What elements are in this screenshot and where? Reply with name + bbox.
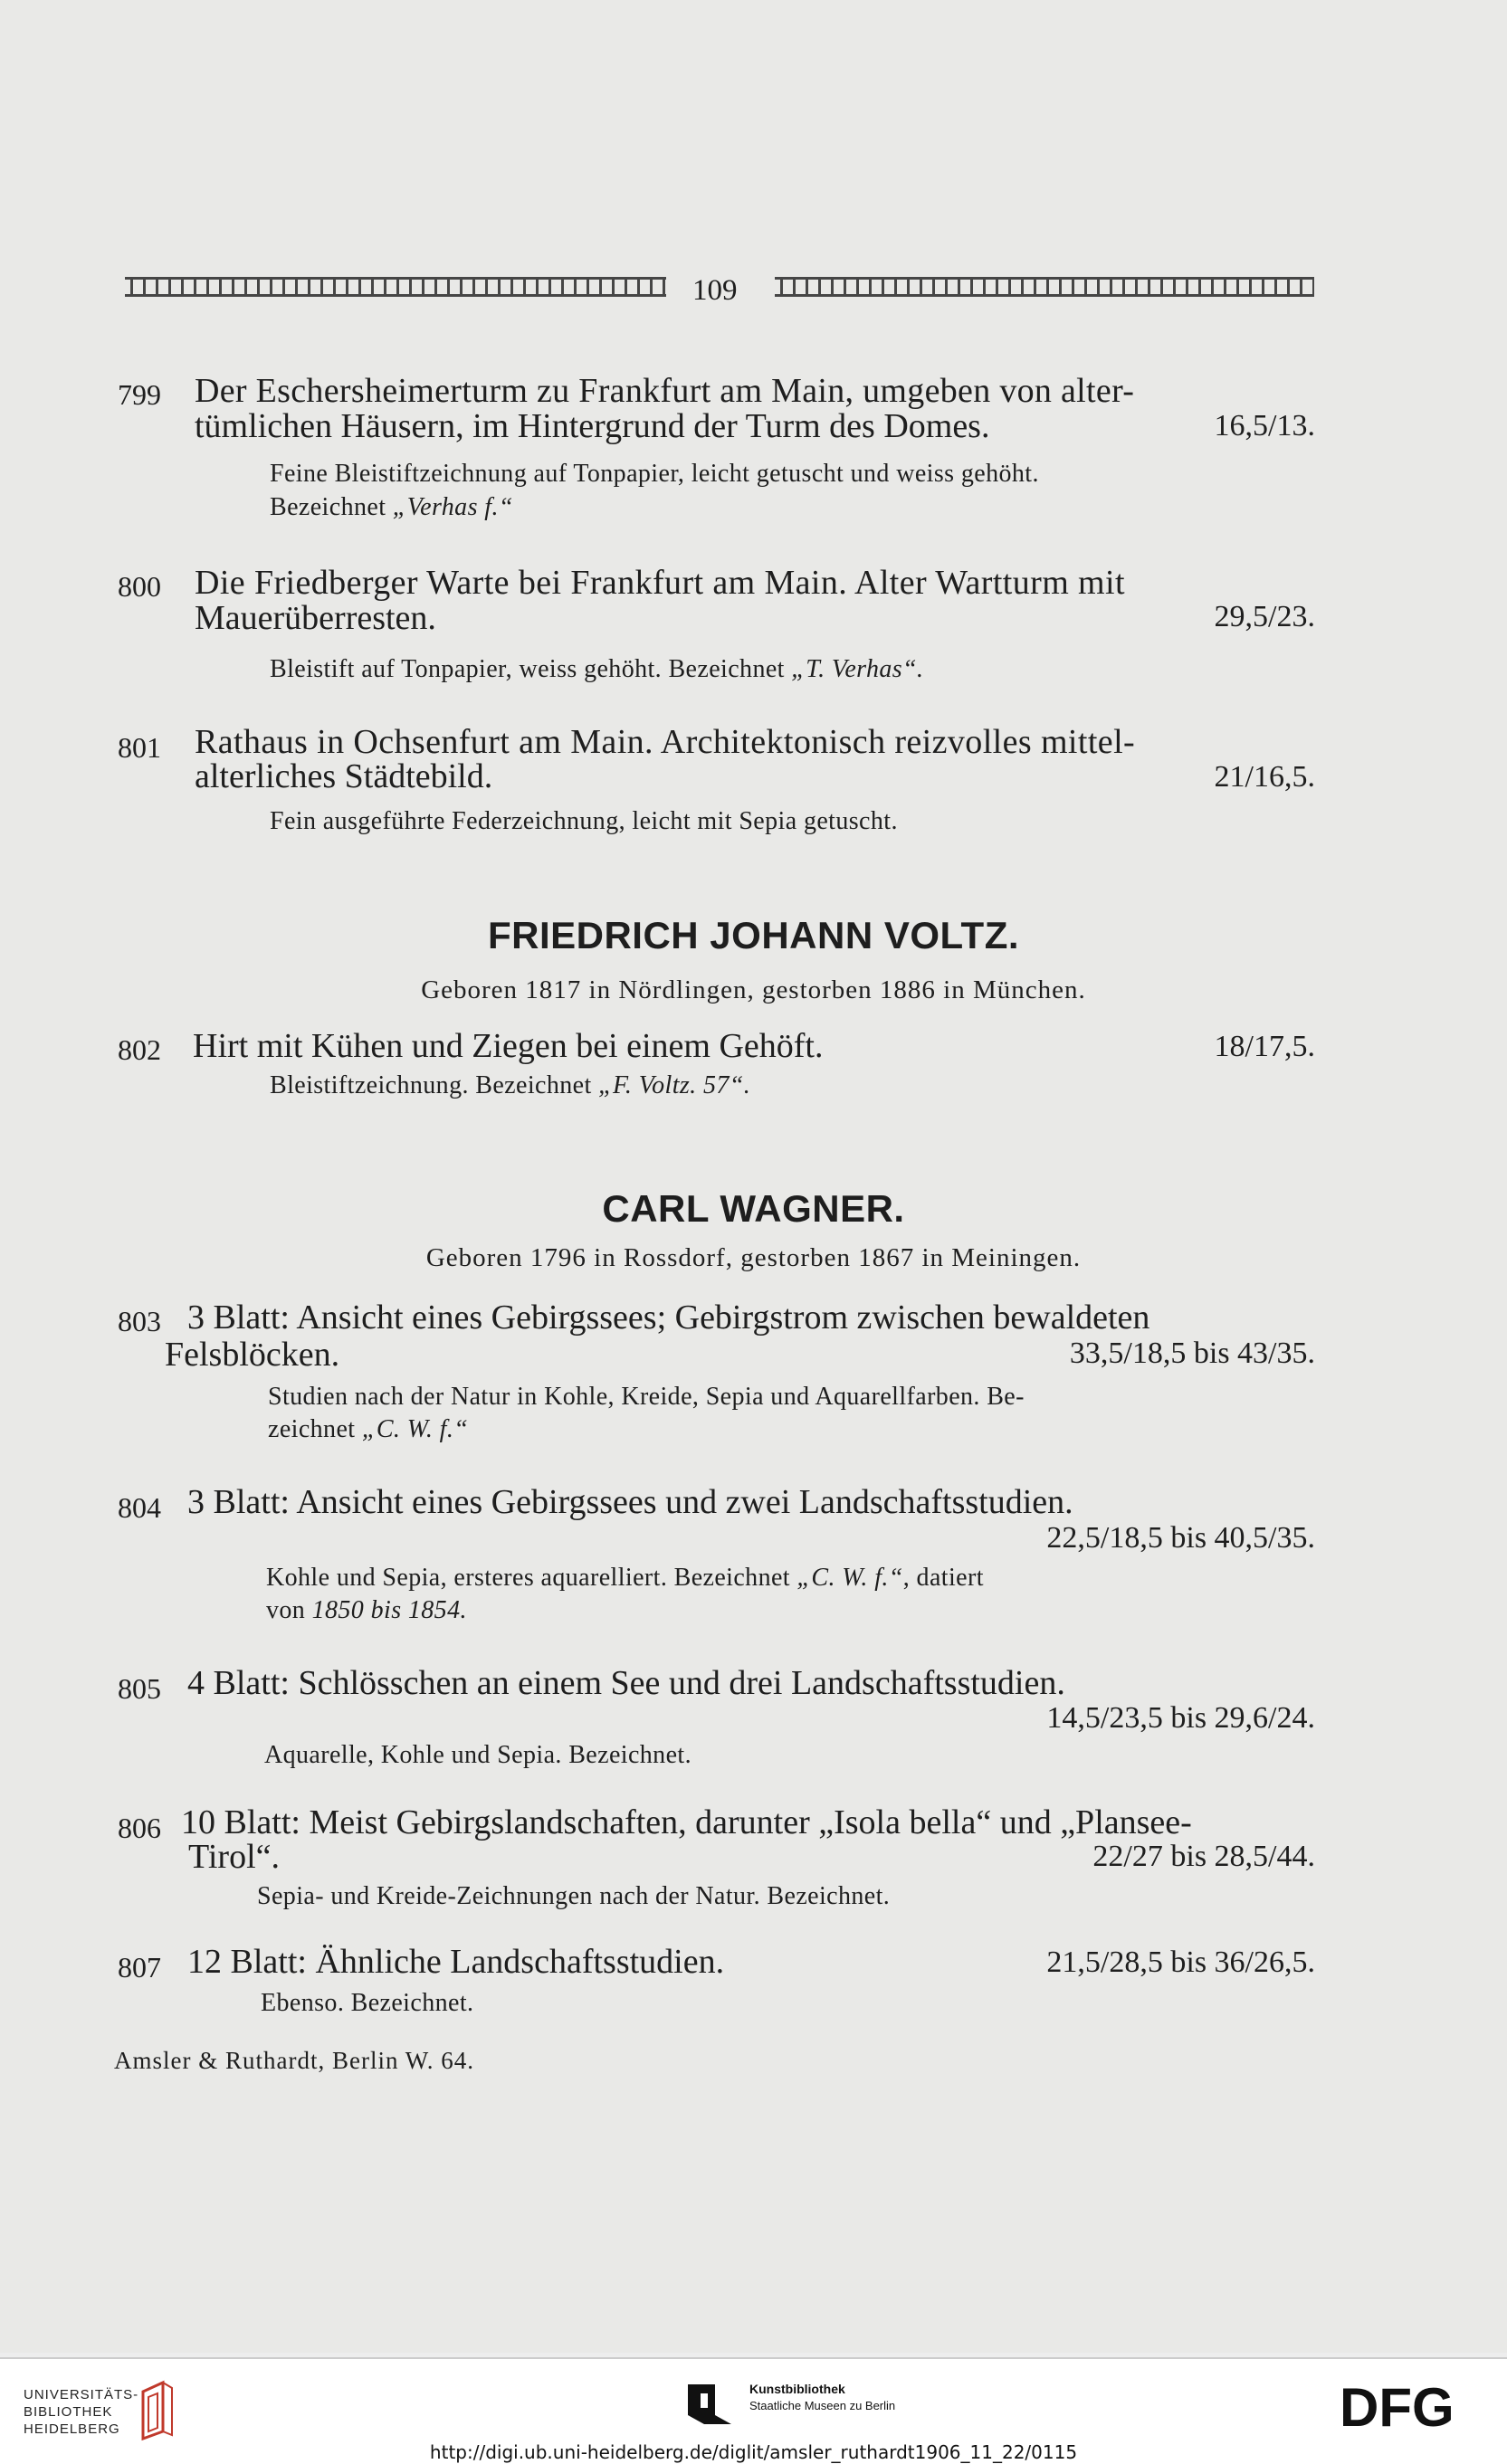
entry-note-line1: Ebenso. Bezeichnet. (261, 1989, 474, 2017)
entry-title-line1: Der Eschersheimerturm zu Frankfurt am Main, umgeben von alter- (195, 372, 1135, 410)
signature-text: „F. Voltz. 57“. (598, 1071, 751, 1099)
date-text: 1850 bis 1854. (311, 1596, 467, 1624)
entry-number: 799 (118, 378, 161, 411)
entry-number: 803 (118, 1305, 161, 1337)
entry-title-line1: 3 Blatt: Ansicht eines Gebirgssees; Gebirgstrom zwischen bewaldeten (187, 1299, 1150, 1337)
entry-number: 805 (118, 1672, 161, 1705)
entry-number: 804 (118, 1491, 161, 1524)
header-ornament-left (125, 277, 666, 297)
entry-note-line1: Studien nach der Natur in Kohle, Kreide, Sepia und Aquarellfarben. Be- (268, 1383, 1025, 1411)
entry-note-line1: Aquarelle, Kohle und Sepia. Bezeichnet. (264, 1741, 692, 1769)
entry-title-line2: Felsblöcken. (165, 1336, 340, 1374)
signature-text: „Verhas f.“ (392, 493, 513, 521)
artist-bio-wagner: Geboren 1796 in Rossdorf, gestorben 1867 in Meiningen. (425, 1243, 1082, 1272)
artist-heading-voltz: FRIEDRICH JOHANN VOLTZ. (487, 914, 1020, 956)
entry-title-line1: Die Friedberger Warte bei Frankfurt am Main. Alter Wartturm mit (195, 564, 1125, 602)
entry-number: 800 (118, 570, 161, 603)
entry-number: 807 (118, 1951, 161, 1984)
entry-size: 22,5/18,5 bis 40,5/35. (1046, 1521, 1315, 1555)
permalink-url[interactable]: http://digi.ub.uni-heidelberg.de/diglit/amsler_ruthardt1906_11_22/0115 (429, 2441, 1078, 2463)
entry-title-line2: tümlichen Häusern, im Hintergrund der Turm des Domes. (195, 407, 990, 445)
entry-number: 802 (118, 1033, 161, 1066)
entry-size: 29,5/23. (1214, 600, 1315, 633)
entry-note-line1: Bleistift auf Tonpapier, weiss gehöht. Bezeichnet „T. Verhas“. (270, 655, 924, 683)
entry-size: 21,5/28,5 bis 36/26,5. (1046, 1946, 1315, 1979)
artist-bio-voltz: Geboren 1817 in Nördlingen, gestorben 1886 in München. (421, 975, 1086, 1004)
entry-note-line2: zeichnet „C. W. f.“ (268, 1415, 469, 1443)
entry-note-line2: Bezeichnet „Verhas f.“ (270, 493, 513, 521)
entry-note-line1: Fein ausgeführte Federzeichnung, leicht mit Sepia getuscht. (270, 807, 898, 835)
entry-number: 806 (118, 1812, 161, 1844)
signature-text: „C. W. f.“ (361, 1415, 469, 1443)
entry-title-line1: Hirt mit Kühen und Ziegen bei einem Gehöft. (193, 1027, 824, 1065)
page-number: 109 (692, 274, 738, 307)
entry-size: 16,5/13. (1214, 409, 1315, 442)
entry-number: 801 (118, 731, 161, 764)
entry-note-line1: Feine Bleistiftzeichnung auf Tonpapier, leicht getuscht und weiss gehöht. (270, 460, 1039, 488)
kunstbibliothek-text[interactable]: Kunstbibliothek Staatliche Museen zu Berlin (749, 2382, 896, 2412)
entry-size: 33,5/18,5 bis 43/35. (1069, 1337, 1315, 1370)
signature-text: „C. W. f.“ (796, 1564, 903, 1592)
entry-title-line1: Rathaus in Ochsenfurt am Main. Architektonisch reizvolles mittel- (195, 723, 1136, 761)
dfg-logo[interactable] (1340, 2377, 1484, 2435)
entry-title-line2: Mauerüberresten. (195, 599, 436, 637)
svg-text:DFG: DFG (1340, 2377, 1455, 2435)
entry-size: 21/16,5. (1214, 760, 1315, 794)
entry-title-line1: 10 Blatt: Meist Gebirgslandschaften, darunter „Isola bella“ und „Plansee- (181, 1803, 1192, 1841)
ub-heidelberg-logo-text[interactable]: UNIVERSITÄTS- BIBLIOTHEK HEIDELBERG (24, 2387, 139, 2437)
entry-title-line1: 12 Blatt: Ähnliche Landschaftsstudien. (187, 1943, 725, 1981)
entry-title-line2: alterliches Städtebild. (195, 757, 493, 795)
entry-title-line2: Tirol“. (188, 1838, 281, 1876)
entry-note-line1: Sepia- und Kreide-Zeichnungen nach der Natur. Bezeichnet. (257, 1882, 891, 1910)
entry-note-line1: Bleistiftzeichnung. Bezeichnet „F. Voltz. 57“. (270, 1071, 751, 1099)
entry-note-line2: von 1850 bis 1854. (266, 1596, 467, 1624)
entry-title-line1: 4 Blatt: Schlösschen an einem See und drei Landschaftsstudien. (187, 1664, 1065, 1702)
entry-size: 14,5/23,5 bis 29,6/24. (1046, 1701, 1315, 1735)
entry-note-line1: Kohle und Sepia, ersteres aquarelliert. Bezeichnet „C. W. f.“, datiert (266, 1564, 984, 1592)
ub-heidelberg-icon[interactable] (136, 2379, 177, 2442)
signature-text: „T. Verhas“. (791, 655, 924, 683)
viewer-footer (0, 2357, 1507, 2464)
entry-title-line1: 3 Blatt: Ansicht eines Gebirgssees und zwei Landschaftsstudien. (187, 1483, 1073, 1521)
header-ornament-right (775, 277, 1314, 297)
printer-imprint: Amsler & Ruthardt, Berlin W. 64. (114, 2047, 474, 2074)
artist-heading-wagner: CARL WAGNER. (602, 1187, 905, 1230)
kunstbibliothek-icon[interactable] (688, 2381, 735, 2426)
entry-size: 18/17,5. (1214, 1030, 1315, 1063)
entry-size: 22/27 bis 28,5/44. (1092, 1840, 1315, 1873)
